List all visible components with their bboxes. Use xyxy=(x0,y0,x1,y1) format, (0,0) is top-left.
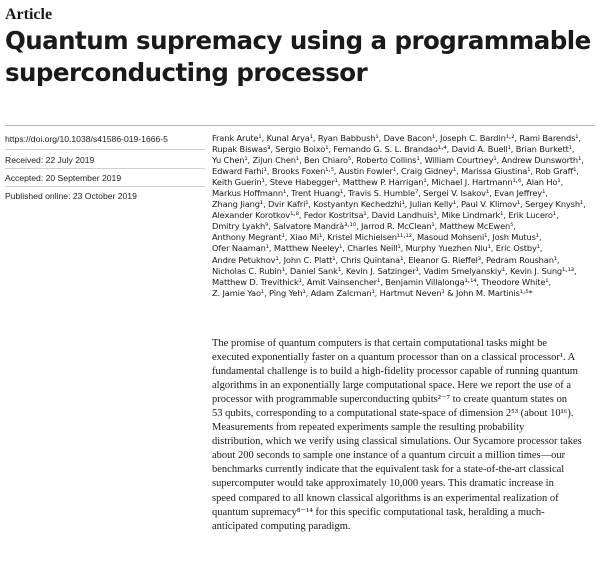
abstract xyxy=(212,337,600,534)
author-line: Edward Farhi¹, Brooks Foxen¹˒⁵, Austin Fowler¹, Craig Gidney¹, Marissa Giustina¹, Rob Graff¹, xyxy=(212,166,579,177)
author-line: Anthony Megrant¹, Xiao Mi¹, Kristel Michielsen¹¹˒¹², Masoud Mohseni¹, Josh Mutus¹, xyxy=(212,232,542,243)
meta-divider xyxy=(5,168,205,169)
abstract-line: supercomputer would take approximately 10,000 years. This dramatic increase in xyxy=(212,478,554,490)
abstract-line: fundamental challenge is to build a high-fidelity processor capable of running quantum xyxy=(212,366,578,378)
abstract-line: executed exponentially faster on a quantum processor than on a classical processor¹. A xyxy=(212,352,576,364)
author-line: Rupak Biswas³, Sergio Boixo¹, Fernando G. S. L. Brandao¹˒⁴, David A. Buell¹, Brian Burkett¹, xyxy=(212,144,575,155)
abstract-line: algorithms in an exponentially large computational space. Here we report the use of a xyxy=(212,380,572,392)
author-line: Yu Chen¹, Zijun Chen¹, Ben Chiaro⁵, Roberto Collins¹, William Courtney¹, Andrew Dunsworth¹, xyxy=(212,155,584,166)
abstract-line: about 200 seconds to sample one instance of a quantum circuit a million times—our xyxy=(212,450,566,462)
abstract-line: distribution, which we verify using classical simulations. Our Sycamore processor takes xyxy=(212,436,582,448)
abstract-line: quantum supremacy⁸⁻¹⁴ for this specific computational task, heralding a much- xyxy=(212,506,545,518)
author-list xyxy=(212,133,598,299)
abstract-line: anticipated computing paradigm. xyxy=(212,520,351,532)
article-type-label: Article xyxy=(5,6,53,23)
author-line: Nicholas C. Rubin¹, Daniel Sank¹, Kevin J. Satzinger¹, Vadim Smelyanskiy¹, Kevin J. Sung¹˒¹³, xyxy=(212,265,577,276)
abstract-line: processor with programmable superconducting qubits²⁻⁷ to create quantum states on xyxy=(212,394,567,406)
author-line: Matthew D. Trevithick¹, Amit Vainsencher¹, Benjamin Villalonga¹˒¹⁴, Theodore White¹, xyxy=(212,276,551,287)
author-line: Keith Guerin¹, Steve Habegger¹, Matthew P. Harrigan¹, Michael J. Hartmann¹˒⁶, Alan Ho¹, xyxy=(212,177,564,188)
title-line: superconducting processor xyxy=(5,58,368,87)
author-line: Dmitry Lyakh⁹, Salvatore Mandrà³˒¹⁰, Jarrod R. McClean¹, Matthew McEwen⁵, xyxy=(212,221,516,232)
article-title xyxy=(5,25,595,89)
author-line: Frank Arute¹, Kunal Arya¹, Ryan Babbush¹, Dave Bacon¹, Joseph C. Bardin¹˒², Rami Barends¹, xyxy=(212,133,581,143)
meta-divider xyxy=(5,186,205,187)
author-line: Ofer Naaman¹, Matthew Neeley¹, Charles Neill¹, Murphy Yuezhen Niu¹, Eric Ostby¹, xyxy=(212,243,543,254)
meta-divider xyxy=(5,149,205,150)
author-line: Z. Jamie Yao¹, Ping Yeh¹, Adam Zalcman¹, Hartmut Neven¹ & John M. Martinis¹˒⁵* xyxy=(212,287,533,298)
author-line: Zhang Jiang¹, Dvir Kafri¹, Kostyantyn Kechedzhi¹, Julian Kelly¹, Paul V. Klimov¹, Sergey Knysh¹, xyxy=(212,199,586,210)
published-date: Published online: 23 October 2019 xyxy=(5,191,137,201)
author-line: Andre Petukhov¹, John C. Platt¹, Chris Quintana¹, Eleanor G. Rieffel³, Pedram Roushan¹, xyxy=(212,254,560,265)
abstract-line: Measurements from repeated experiments sample the resulting probability xyxy=(212,422,525,434)
abstract-line: The promise of quantum computers is that certain computational tasks might be xyxy=(212,338,548,349)
accepted-date: Accepted: 20 September 2019 xyxy=(5,173,122,183)
title-divider xyxy=(5,125,595,126)
author-line: Markus Hoffmann¹, Trent Huang¹, Travis S. Humble⁷, Sergei V. Isakov¹, Evan Jeffrey¹, xyxy=(212,188,548,199)
doi-link[interactable]: https://doi.org/10.1038/s41586-019-1666-5 xyxy=(5,134,168,144)
author-line: Alexander Korotkov¹˒⁸, Fedor Kostritsa¹, David Landhuis¹, Mike Lindmark¹, Erik Lucero¹, xyxy=(212,210,559,221)
abstract-line: 53 qubits, corresponding to a computational state-space of dimension 2⁵³ (about 10¹⁶). xyxy=(212,408,574,420)
title-line: Quantum supremacy using a programmable xyxy=(5,26,591,55)
abstract-line: benchmarks currently indicate that the equivalent task for a state-of-the-art classical xyxy=(212,464,565,476)
abstract-line: speed compared to all known classical algorithms is an experimental realization of xyxy=(212,492,559,504)
received-date: Received: 22 July 2019 xyxy=(5,155,95,165)
